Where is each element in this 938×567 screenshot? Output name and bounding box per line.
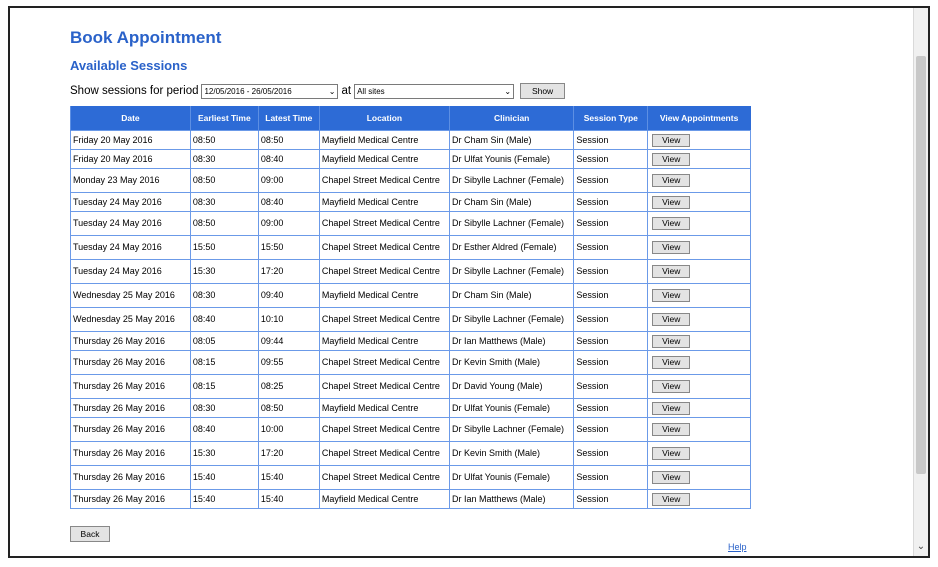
row-view-cell [648,284,751,308]
session-filter [70,82,770,100]
row-session-type: Session [574,284,648,308]
row-view-cell [648,260,751,284]
table-row [71,399,751,418]
row-location: Mayfield Medical Centre [319,399,449,418]
row-clinician: Dr Cham Sin (Male) [449,131,573,150]
at-label: at [341,85,352,97]
row-date: Friday 20 May 2016 [71,150,191,169]
row-view-cell [648,399,751,418]
page-title: Book Appointment [70,28,222,47]
view-appointments-button[interactable]: View [652,402,690,415]
sessions-table [70,106,751,509]
view-appointments-button[interactable]: View [652,493,690,506]
show-button[interactable]: Show [520,83,565,99]
site-select[interactable] [354,84,514,99]
row-clinician: Dr Sibylle Lachner (Female) [449,308,573,332]
row-latest-time: 15:50 [258,236,319,260]
vertical-scrollbar[interactable] [913,8,928,556]
row-location: Mayfield Medical Centre [319,284,449,308]
row-latest-time: 09:55 [258,351,319,375]
row-date: Thursday 26 May 2016 [71,332,191,351]
row-location: Chapel Street Medical Centre [319,236,449,260]
view-appointments-button[interactable]: View [652,196,690,209]
row-session-type: Session [574,169,648,193]
row-clinician: Dr Kevin Smith (Male) [449,442,573,466]
site-select-value: All sites [357,86,385,96]
view-appointments-button[interactable]: View [652,217,690,230]
row-date: Monday 23 May 2016 [71,169,191,193]
table-row [71,193,751,212]
view-appointments-button[interactable]: View [652,471,690,484]
row-view-cell [648,418,751,442]
row-clinician: Dr Ian Matthews (Male) [449,490,573,509]
view-appointments-button[interactable]: View [652,265,690,278]
row-earliest-time: 15:40 [190,466,258,490]
row-view-cell [648,308,751,332]
view-appointments-button[interactable]: View [652,241,690,254]
table-row [71,169,751,193]
row-earliest-time: 08:50 [190,131,258,150]
row-latest-time: 10:00 [258,418,319,442]
row-session-type: Session [574,150,648,169]
view-appointments-button[interactable]: View [652,380,690,393]
table-row [71,212,751,236]
period-select[interactable] [201,84,338,99]
table-row [71,490,751,509]
row-session-type: Session [574,418,648,442]
table-row [71,260,751,284]
row-view-cell [648,236,751,260]
row-earliest-time: 08:30 [190,399,258,418]
view-appointments-button[interactable]: View [652,134,690,147]
row-earliest-time: 08:30 [190,193,258,212]
row-session-type: Session [574,442,648,466]
table-row [71,375,751,399]
row-date: Thursday 26 May 2016 [71,399,191,418]
scrollbar-thumb[interactable] [916,56,926,474]
view-appointments-button[interactable]: View [652,447,690,460]
row-clinician: Dr David Young (Male) [449,375,573,399]
row-date: Friday 20 May 2016 [71,131,191,150]
row-latest-time: 17:20 [258,442,319,466]
column-header-location: Location [319,107,449,131]
row-location: Chapel Street Medical Centre [319,212,449,236]
view-appointments-button[interactable]: View [652,313,690,326]
row-clinician: Dr Ulfat Younis (Female) [449,466,573,490]
row-session-type: Session [574,399,648,418]
help-link[interactable]: Help [728,542,747,552]
row-date: Tuesday 24 May 2016 [71,260,191,284]
row-earliest-time: 08:50 [190,169,258,193]
row-latest-time: 08:40 [258,150,319,169]
row-view-cell [648,193,751,212]
row-view-cell [648,466,751,490]
row-view-cell [648,490,751,509]
row-location: Chapel Street Medical Centre [319,351,449,375]
row-date: Tuesday 24 May 2016 [71,212,191,236]
chevron-down-icon: ⌄ [328,86,336,96]
row-location: Chapel Street Medical Centre [319,418,449,442]
table-row [71,418,751,442]
table-row [71,351,751,375]
row-clinician: Dr Cham Sin (Male) [449,193,573,212]
row-clinician: Dr Ian Matthews (Male) [449,332,573,351]
row-view-cell [648,150,751,169]
row-session-type: Session [574,131,648,150]
row-earliest-time: 15:30 [190,260,258,284]
column-header-date: Date [71,107,191,131]
row-location: Mayfield Medical Centre [319,332,449,351]
row-earliest-time: 08:05 [190,332,258,351]
row-earliest-time: 08:15 [190,375,258,399]
row-date: Thursday 26 May 2016 [71,418,191,442]
row-session-type: Session [574,193,648,212]
row-session-type: Session [574,351,648,375]
row-location: Mayfield Medical Centre [319,193,449,212]
row-view-cell [648,332,751,351]
back-button[interactable]: Back [70,526,110,542]
row-session-type: Session [574,490,648,509]
view-appointments-button[interactable]: View [652,289,690,302]
table-row [71,466,751,490]
row-view-cell [648,442,751,466]
row-date: Thursday 26 May 2016 [71,490,191,509]
table-row [71,284,751,308]
table-row [71,332,751,351]
browser-frame [8,6,930,558]
sessions-table-body [71,131,751,509]
row-latest-time: 15:40 [258,490,319,509]
row-latest-time: 09:00 [258,212,319,236]
column-header-earliest-time: Earliest Time [190,107,258,131]
row-earliest-time: 15:50 [190,236,258,260]
row-latest-time: 08:40 [258,193,319,212]
row-latest-time: 17:20 [258,260,319,284]
row-date: Tuesday 24 May 2016 [71,236,191,260]
row-date: Wednesday 25 May 2016 [71,308,191,332]
row-view-cell [648,169,751,193]
row-session-type: Session [574,260,648,284]
row-location: Chapel Street Medical Centre [319,375,449,399]
row-latest-time: 08:50 [258,131,319,150]
view-appointments-button[interactable]: View [652,335,690,348]
period-select-value: 12/05/2016 - 26/05/2016 [204,86,292,96]
row-latest-time: 10:10 [258,308,319,332]
table-row [71,308,751,332]
row-location: Chapel Street Medical Centre [319,308,449,332]
view-appointments-button[interactable]: View [652,153,690,166]
view-appointments-button[interactable]: View [652,356,690,369]
column-header-latest-time: Latest Time [258,107,319,131]
row-earliest-time: 15:40 [190,490,258,509]
main-content [70,28,770,509]
row-date: Wednesday 25 May 2016 [71,284,191,308]
row-clinician: Dr Sibylle Lachner (Female) [449,260,573,284]
row-clinician: Dr Kevin Smith (Male) [449,351,573,375]
row-view-cell [648,375,751,399]
column-header-clinician: Clinician [449,107,573,131]
row-latest-time: 08:25 [258,375,319,399]
row-date: Thursday 26 May 2016 [71,442,191,466]
row-date: Tuesday 24 May 2016 [71,193,191,212]
row-view-cell [648,351,751,375]
table-row [71,131,751,150]
row-date: Thursday 26 May 2016 [71,351,191,375]
row-location: Chapel Street Medical Centre [319,442,449,466]
row-clinician: Dr Esther Aldred (Female) [449,236,573,260]
row-earliest-time: 08:50 [190,212,258,236]
row-clinician: Dr Sibylle Lachner (Female) [449,418,573,442]
row-session-type: Session [574,332,648,351]
row-view-cell [648,131,751,150]
row-latest-time: 09:00 [258,169,319,193]
period-label: Show sessions for period [70,85,199,97]
row-clinician: Dr Ulfat Younis (Female) [449,150,573,169]
row-earliest-time: 08:30 [190,150,258,169]
row-earliest-time: 15:30 [190,442,258,466]
row-location: Mayfield Medical Centre [319,150,449,169]
view-appointments-button[interactable]: View [652,174,690,187]
table-row [71,442,751,466]
row-session-type: Session [574,212,648,236]
row-location: Chapel Street Medical Centre [319,169,449,193]
row-earliest-time: 08:30 [190,284,258,308]
table-header-row [71,107,751,131]
row-location: Chapel Street Medical Centre [319,466,449,490]
row-session-type: Session [574,466,648,490]
table-row [71,150,751,169]
row-clinician: Dr Ulfat Younis (Female) [449,399,573,418]
row-latest-time: 09:44 [258,332,319,351]
row-clinician: Dr Sibylle Lachner (Female) [449,212,573,236]
row-latest-time: 15:40 [258,466,319,490]
row-earliest-time: 08:40 [190,308,258,332]
row-location: Chapel Street Medical Centre [319,260,449,284]
row-location: Mayfield Medical Centre [319,490,449,509]
table-row [71,236,751,260]
column-header-session-type: Session Type [574,107,648,131]
row-session-type: Session [574,236,648,260]
row-location: Mayfield Medical Centre [319,131,449,150]
row-view-cell [648,212,751,236]
scroll-down-arrow-icon[interactable]: ⌄ [916,541,926,552]
column-header-view-appointments: View Appointments [648,107,751,131]
row-earliest-time: 08:40 [190,418,258,442]
row-clinician: Dr Sibylle Lachner (Female) [449,169,573,193]
row-earliest-time: 08:15 [190,351,258,375]
row-session-type: Session [574,308,648,332]
row-session-type: Session [574,375,648,399]
section-title: Available Sessions [70,58,188,73]
row-date: Thursday 26 May 2016 [71,466,191,490]
view-appointments-button[interactable]: View [652,423,690,436]
row-date: Thursday 26 May 2016 [71,375,191,399]
row-latest-time: 09:40 [258,284,319,308]
chevron-down-icon: ⌄ [504,86,512,96]
row-clinician: Dr Cham Sin (Male) [449,284,573,308]
row-latest-time: 08:50 [258,399,319,418]
